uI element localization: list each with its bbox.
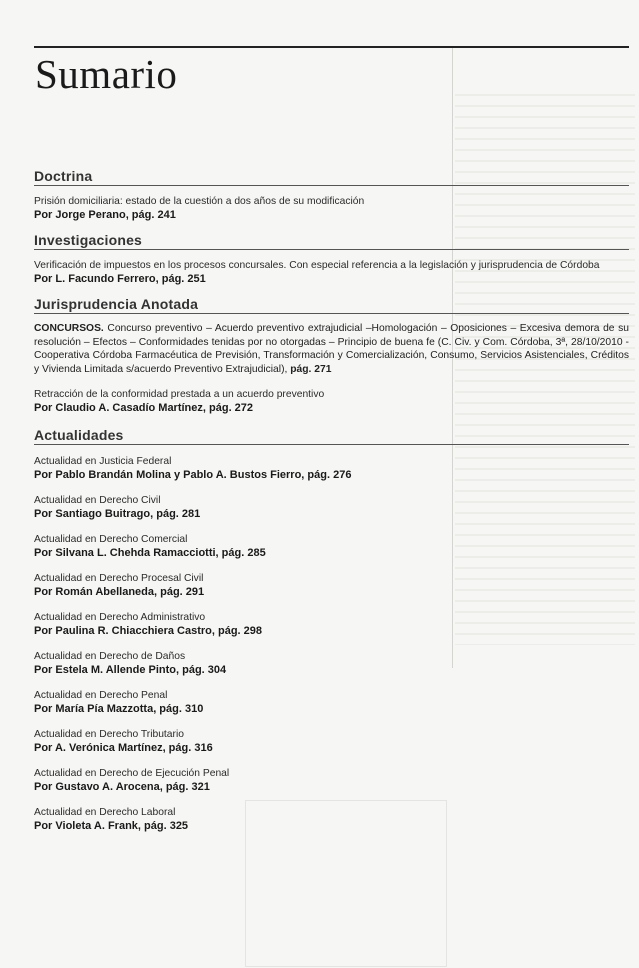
section-investigaciones (34, 232, 629, 286)
toc-entry[interactable] (34, 728, 629, 755)
toc-entry[interactable] (34, 195, 629, 222)
section-actualidades (34, 427, 629, 833)
entry-description: Retracción de la conformidad prestada a un acuerdo preventivo (34, 389, 325, 400)
entry-author: Por Román Abellaneda, pág. 291 (34, 586, 205, 598)
concursos-page: pág. 271 (290, 363, 332, 375)
entry-author: Por Gustavo A. Arocena, pág. 321 (34, 781, 210, 793)
toc-entry[interactable] (34, 388, 629, 415)
entry-description: Actualidad en Derecho Comercial (34, 534, 188, 545)
entry-description: Actualidad en Derecho Laboral (34, 807, 176, 818)
section-doctrina (34, 168, 629, 222)
entry-author: Por Santiago Buitrago, pág. 281 (34, 508, 201, 520)
entry-description: Actualidad en Derecho Penal (34, 690, 168, 701)
section-title: Actualidades (34, 427, 629, 445)
entry-author: Por Estela M. Allende Pinto, pág. 304 (34, 664, 227, 676)
entry-author: Por A. Verónica Martínez, pág. 316 (34, 742, 213, 754)
concursos-lead: CONCURSOS. (34, 323, 104, 334)
table-of-contents (34, 168, 629, 833)
entry-description: Actualidad en Derecho Tributario (34, 729, 184, 740)
entry-description: Actualidad en Derecho Procesal Civil (34, 573, 204, 584)
entry-description: Actualidad en Derecho de Daños (34, 651, 186, 662)
entry-description: Actualidad en Derecho Civil (34, 495, 161, 506)
entry-author: Por María Pía Mazzotta, pág. 310 (34, 703, 204, 715)
entry-description: Prisión domiciliaria: estado de la cuestión a dos años de su modificación (34, 196, 365, 207)
toc-entry-concursos[interactable] (34, 322, 629, 376)
entry-author: Por Paulina R. Chiacchiera Castro, pág. 298 (34, 625, 263, 637)
entry-author: Por Claudio A. Casadío Martínez, pág. 272 (34, 402, 254, 414)
section-title: Jurisprudencia Anotada (34, 296, 629, 314)
toc-entry[interactable] (34, 767, 629, 794)
entry-description: Actualidad en Derecho Administrativo (34, 612, 206, 623)
concursos-text (34, 322, 629, 376)
toc-entry[interactable] (34, 650, 629, 677)
section-title: Doctrina (34, 168, 629, 186)
toc-entry[interactable] (34, 455, 629, 482)
toc-entry[interactable] (34, 259, 629, 286)
concursos-body: Concurso preventivo – Acuerdo preventivo extrajudicial –Homologación – Oposiciones – Excesiva demora de su resolución – Efectos – Conformidades tenidas por no otorgadas – Principio de buena fe (C. Civ. y Com. Córdoba, 3ª, 28/10/2010 - Cooperativa Córdoba Farmacéutica de Previsión, Transformación y Comercialización, Consumo, Servicios Asistenciales, Créditos y Vivienda Limitada s/acuerdo Preventivo Extrajudicial), (34, 323, 629, 375)
toc-entry[interactable] (34, 806, 629, 833)
toc-entry[interactable] (34, 689, 629, 716)
entry-author: Por Pablo Brandán Molina y Pablo A. Bustos Fierro, pág. 276 (34, 469, 352, 481)
entry-description: Verificación de impuestos en los procesos concursales. Con especial referencia a la legislación y jurisprudencia de Córdoba (34, 260, 600, 271)
toc-entry[interactable] (34, 611, 629, 638)
toc-entry[interactable] (34, 572, 629, 599)
entry-author: Por Silvana L. Chehda Ramacciotti, pág. 285 (34, 547, 266, 559)
entry-author: Por Violeta A. Frank, pág. 325 (34, 820, 189, 832)
section-jurisprudencia (34, 296, 629, 415)
entry-author: Por Jorge Perano, pág. 241 (34, 209, 176, 221)
entry-description: Actualidad en Derecho de Ejecución Penal (34, 768, 230, 779)
top-rule (34, 46, 629, 48)
page-title: Sumario (35, 51, 178, 97)
toc-entry[interactable] (34, 494, 629, 521)
toc-entry[interactable] (34, 533, 629, 560)
entry-author: Por L. Facundo Ferrero, pág. 251 (34, 273, 206, 285)
section-title: Investigaciones (34, 232, 629, 250)
entry-description: Actualidad en Justicia Federal (34, 456, 172, 467)
